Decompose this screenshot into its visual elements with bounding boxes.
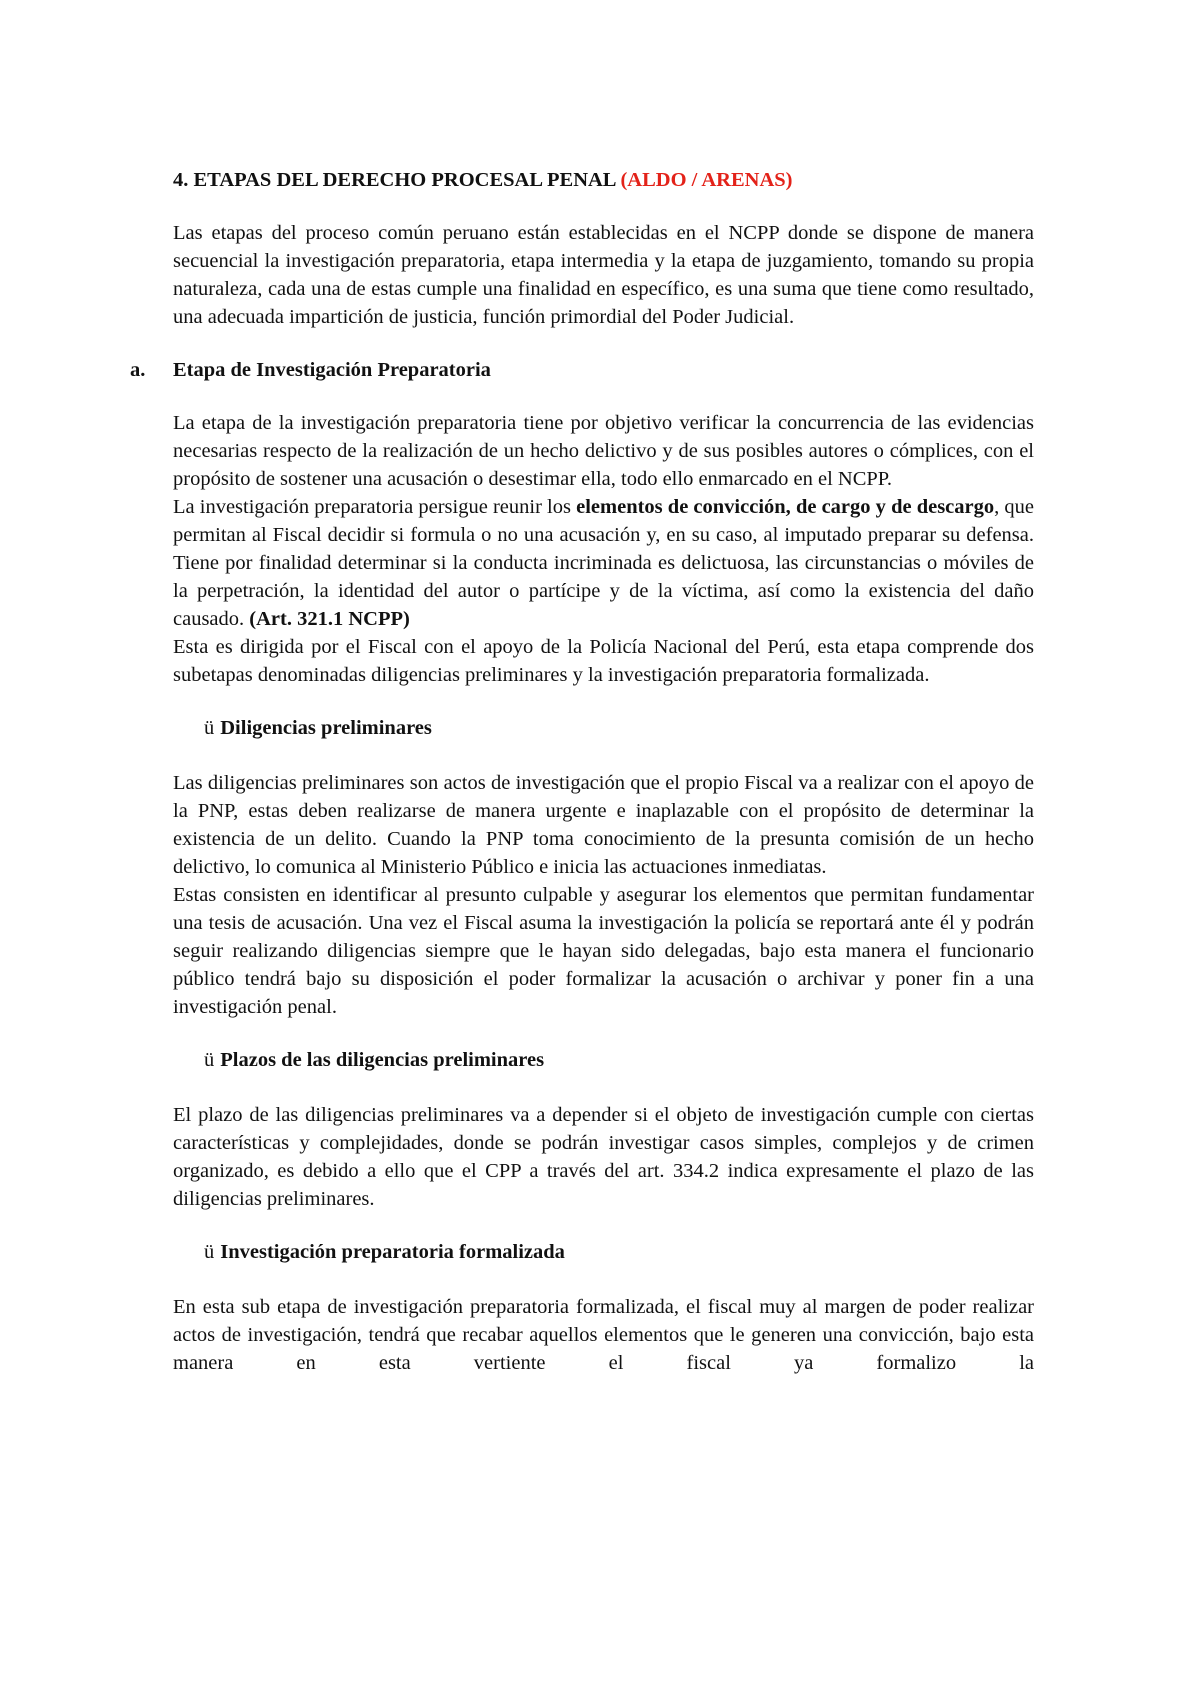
intro-paragraph: Las etapas del proceso común peruano están establecidas en el NCPP donde se dispone de manera secuencial la investigación preparatoria, etapa intermedia y la etapa de juzgamiento, tomando su propia naturaleza, cada una de estas cumple una finalidad en específico, es una suma que tiene como resultado, una adecuada impartición de justicia, función primordial del Poder Judicial.: [173, 222, 1034, 328]
formalizada-paragraph: En esta sub etapa de investigación preparatoria formalizada, el fiscal muy al margen de poder realizar actos de investigación, tendrá que recabar aquellos elementos que le generen una convicción, bajo esta manera en esta vertiente el fiscal ya formalizo la: [173, 1296, 1034, 1374]
plazos-paragraph: El plazo de las diligencias preliminares va a depender si el objeto de investigación cumple con ciertas características y complejidades, donde se podrán investigar casos simples, complejos y de crimen organizado, es debido a ello que el CPP a través del art. 334.2 indica expresamente el plazo de las diligencias preliminares.: [173, 1104, 1034, 1210]
diligencias-heading: [204, 714, 1034, 742]
check-icon: ü: [204, 1241, 215, 1263]
formalizada-heading: [204, 1238, 1034, 1266]
subsection-a-marker: a.: [130, 359, 146, 381]
paragraph-2-start: La investigación preparatoria persigue reunir los: [173, 496, 577, 518]
section-authors: (ALDO / ARENAS): [620, 169, 793, 191]
section-title: [173, 166, 1034, 194]
check-icon: ü: [204, 1049, 215, 1071]
subsection-a-paragraph-1: La etapa de la investigación preparatoria tiene por objetivo verificar la concurrencia de las evidencias necesarias respecto de la realización de un hecho delictivo y de sus posibles autores o cómplices, con el propósito de sostener una acusación o desestimar ella, todo ello enmarcado en el NCPP.: [173, 412, 1034, 490]
plazos-title: Plazos de las diligencias preliminares: [220, 1049, 545, 1071]
document-page: [130, 166, 1035, 1377]
paragraph-2-citation: (Art. 321.1 NCPP): [249, 608, 410, 630]
subsection-a-paragraph-2: [173, 493, 1034, 633]
paragraph-2-middle: , que permitan al Fiscal decidir si formula o no una acusación y, en su caso, al imputado preparar su defensa. Tiene por finalidad determinar si la conducta incriminada es delictuosa, las circunstancias o móviles de la perpetración, la identidad del autor o partícipe y de la víctima, así como la existencia del daño causado.: [173, 496, 1035, 630]
diligencias-paragraph-1: Las diligencias preliminares son actos de investigación que el propio Fiscal va a realizar con el apoyo de la PNP, estas deben realizarse de manera urgente e inaplazable con el propósito de determinar la existencia de un delito. Cuando la PNP toma conocimiento de la presunta comisión de un hecho delictivo, lo comunica al Ministerio Público e inicia las actuaciones inmediatas.: [173, 772, 1034, 878]
subsection-a-title: Etapa de Investigación Preparatoria: [173, 359, 491, 381]
formalizada-title: Investigación preparatoria formalizada: [220, 1241, 565, 1263]
check-icon: ü: [204, 717, 215, 739]
subsection-a-heading: [130, 356, 1034, 384]
plazos-heading: [204, 1046, 1034, 1074]
section-title-text: 4. ETAPAS DEL DERECHO PROCESAL PENAL: [173, 169, 621, 191]
diligencias-title: Diligencias preliminares: [220, 717, 432, 739]
subsection-a-paragraph-3: Esta es dirigida por el Fiscal con el apoyo de la Policía Nacional del Perú, esta etapa comprende dos subetapas denominadas diligencias preliminares y la investigación preparatoria formalizada.: [173, 636, 1034, 686]
paragraph-2-bold: elementos de convicción, de cargo y de descargo: [576, 496, 995, 518]
diligencias-paragraph-2: Estas consisten en identificar al presunto culpable y asegurar los elementos que permitan fundamentar una tesis de acusación. Una vez el Fiscal asuma la investigación la policía se reportará ante él y podrán seguir realizando diligencias siempre que le hayan sido delegadas, bajo esta manera el funcionario público tendrá bajo su disposición el poder formalizar la acusación o archivar y poner fin a una investigación penal.: [173, 884, 1034, 1018]
